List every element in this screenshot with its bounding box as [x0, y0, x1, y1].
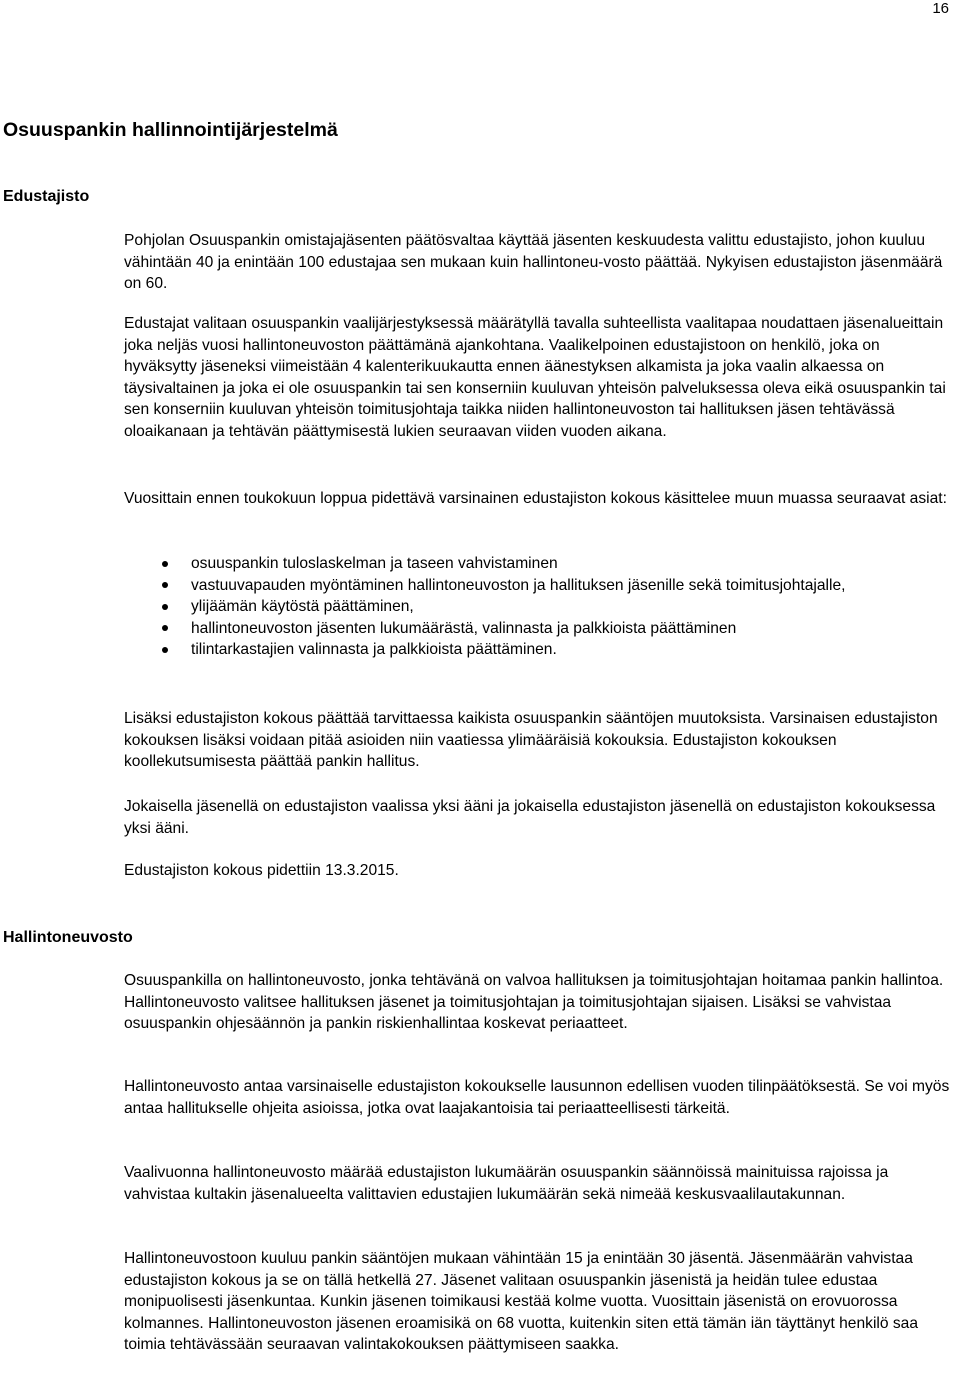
- list-item: [124, 639, 950, 661]
- bullet-icon: [162, 625, 168, 631]
- agenda-list: [124, 553, 950, 661]
- hallintoneuvosto-paragraph-4: [124, 1248, 950, 1356]
- paragraph-text: Hallintoneuvosto antaa varsinaiselle edustajiston kokoukselle lausunnon edellisen vuoden tilinpäätöksestä. Se voi myös antaa hallitukselle ohjeita asioissa, jotka ovat laajakantoisia tai periaatteellisesti tärkeitä.: [124, 1078, 950, 1117]
- edustajisto-paragraph-2: [124, 313, 950, 443]
- section-heading-hallintoneuvosto: Hallintoneuvosto: [3, 929, 133, 946]
- list-item-text: ylijäämän käytöstä päättäminen,: [191, 598, 414, 616]
- paragraph-text: Vuosittain ennen toukokuun loppua pidettävä varsinainen edustajiston kokous käsittelee muun muassa seuraavat asiat:: [124, 490, 947, 507]
- document-title: Osuuspankin hallinnointijärjestelmä: [3, 119, 338, 141]
- list-item: [124, 553, 950, 575]
- hallintoneuvosto-paragraph-2: [124, 1076, 950, 1119]
- paragraph-text: Lisäksi edustajiston kokous päättää tarvittaessa kaikista osuuspankin sääntöjen muutoksista. Varsinaisen edustajiston kokouksen lisäksi voidaan pitää asioiden niin vaatiessa ylimääräisiä kokouksia. Edustajiston kokouksen koollekutsumisesta päättää pankin hallitus.: [124, 710, 938, 771]
- paragraph-text: Edustajiston kokous pidettiin 13.3.2015.: [124, 862, 399, 879]
- edustajisto-paragraph-3: [124, 488, 950, 510]
- section-heading-edustajisto: Edustajisto: [3, 188, 90, 205]
- paragraph-text: Edustajat valitaan osuuspankin vaalijärjestyksessä määrätyllä tavalla suhteellista vaalitapaa noudattaen jäsenalueittain joka neljäs vuosi hallintoneuvoston päättämänä ajankohtana. Vaalikelpoinen edustajistoon on henkilö, joka on hyväksytty jäseneksi viimeistään 4 kalenterikuukautta ennen äänestyksen alkamista ja joka vaalin alkaessa on täysivaltainen ja joka ei ole osuuspankin tai sen konserniin kuuluvan yhteisön palveluksessa oleva eikä osuuspankin tai sen konserniin kuuluvan yhteisön toimitusjohtaja taikka niiden hallintoneuvoston tai hallituksen jäsen tehtävässä oloaikanaan ja tehtävän päättymisestä lukien seuraavan viiden vuoden aikana.: [124, 315, 946, 440]
- page-number: 16: [932, 0, 949, 17]
- hallintoneuvosto-paragraph-3: [124, 1162, 950, 1205]
- edustajisto-paragraph-6: [124, 860, 950, 882]
- bullet-icon: [162, 647, 168, 653]
- bullet-icon: [162, 582, 168, 588]
- list-item-text: tilintarkastajien valinnasta ja palkkioista päättäminen.: [191, 641, 557, 659]
- edustajisto-paragraph-4: [124, 708, 950, 773]
- list-item: [124, 618, 950, 640]
- paragraph-text: Vaalivuonna hallintoneuvosto määrää edustajiston lukumäärän osuuspankin säännöissä mainituissa rajoissa ja vahvistaa kultakin jäsenalueelta valittavien edustajien lukumäärän sekä nimeää keskusvaalilautakunnan.: [124, 1164, 889, 1203]
- paragraph-text: Osuuspankilla on hallintoneuvosto, jonka tehtävänä on valvoa hallituksen ja toimitusjohtajan hoitamaa pankin hallintoa. Hallintoneuvosto valitsee hallituksen jäsenet ja toimitusjohtajan ja toimitusjohtajan sijaisen. Lisäksi se vahvistaa osuuspankin ohjesäännön ja pankin riskienhallintaa koskevat periaatteet.: [124, 972, 944, 1033]
- list-item-text: vastuuvapauden myöntäminen hallintoneuvoston ja hallituksen jäsenille sekä toimitusjohtajalle,: [191, 576, 846, 594]
- paragraph-text: Pohjolan Osuuspankin omistajajäsenten päätösvaltaa käyttää jäsenten keskuudesta valittu edustajisto, johon kuuluu vähintään 40 ja enintään 100 edustajaa sen mukaan kuin hallintoneu-vosto päättää. Nykyisen edustajiston jäsenmäärä on 60.: [124, 232, 943, 293]
- bullet-icon: [162, 561, 168, 567]
- bullet-icon: [162, 604, 168, 610]
- edustajisto-paragraph-1: [124, 230, 950, 295]
- list-item: [124, 575, 950, 597]
- hallintoneuvosto-paragraph-1: [124, 970, 950, 1035]
- list-item: [124, 596, 950, 618]
- paragraph-text: Hallintoneuvostoon kuuluu pankin sääntöjen mukaan vähintään 15 ja enintään 30 jäsentä. Jäsenmäärän vahvistaa edustajiston kokous ja se on tällä hetkellä 27. Jäsenet valitaan osuuspankin jäsenistä ja heidän tulee edustaa monipuolisesti jäsenkuntaa. Kunkin jäsenen toimikausi kestää kolme vuotta. Vuosittain jäsenistä on erovuorossa kolmannes. Hallintoneuvoston jäsenen eroamisikä on 68 vuotta, kuitenkin siten että tämän iän täyttänyt henkilö saa toimia tehtävässään seuraavan valintakokouksen päättymiseen saakka.: [124, 1250, 919, 1354]
- edustajisto-paragraph-5: [124, 796, 950, 839]
- list-item-text: hallintoneuvoston jäsenten lukumäärästä, valinnasta ja palkkioista päättäminen: [191, 619, 737, 637]
- paragraph-text: Jokaisella jäsenellä on edustajiston vaalissa yksi ääni ja jokaisella edustajiston jäsenellä on edustajiston kokouksessa yksi ääni.: [124, 798, 936, 837]
- list-item-text: osuuspankin tuloslaskelman ja taseen vahvistaminen: [191, 555, 558, 572]
